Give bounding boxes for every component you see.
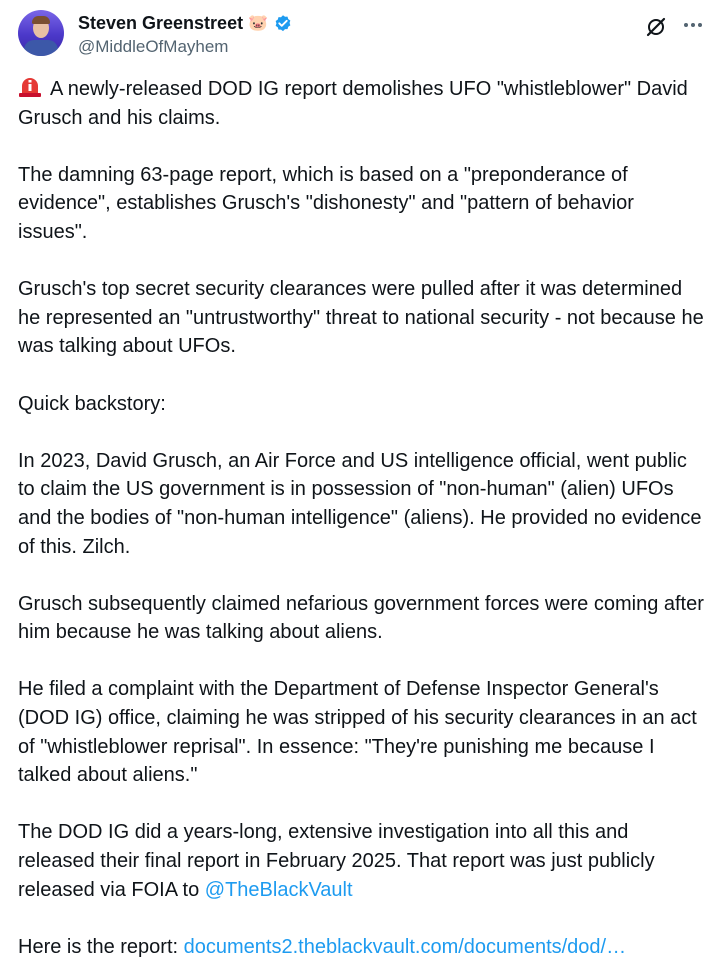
- siren-icon: [18, 76, 42, 98]
- tweet-header: [18, 10, 708, 60]
- verified-badge-icon: [273, 14, 293, 34]
- pig-emoji-icon: 🐷: [248, 14, 268, 32]
- paragraph-3: Grusch's top secret security clearances were pulled after it was determined he represented an "untrustworthy" threat to national security - not because he was talking about UFOs.: [18, 278, 704, 358]
- author-display-name[interactable]: Steven Greenstreet: [78, 13, 244, 33]
- grok-icon[interactable]: [644, 15, 668, 39]
- tweet-body: [18, 75, 708, 961]
- more-options-icon[interactable]: [678, 13, 708, 37]
- avatar-hair: [32, 16, 50, 24]
- paragraph-7: He filed a complaint with the Department of Defense Inspector General's (DOD IG) office, claiming he was stripped of his security clearances in an act of "whistleblower reprisal". In essence: "They're punishing me because I talked about aliens.": [18, 678, 697, 787]
- author-handle[interactable]: @MiddleOfMayhem: [78, 37, 229, 56]
- avatar-shirt: [24, 40, 58, 56]
- paragraph-9-text: Here is the report:: [18, 935, 179, 958]
- paragraph-6: Grusch subsequently claimed nefarious government forces were coming after him because he was talking about aliens.: [18, 592, 704, 644]
- paragraph-5: In 2023, David Grusch, an Air Force and US intelligence official, went public to claim the US government is in possession of "non-human" (alien) UFOs and the bodies of "non-human intelligence" (aliens). He provided no evidence of this. Zilch.: [18, 449, 702, 558]
- paragraph-2: The damning 63-page report, which is based on a "preponderance of evidence", establishes Grusch's "dishonesty" and "pattern of behavior issues".: [18, 163, 634, 243]
- author-name-row: [78, 13, 293, 34]
- mention-link[interactable]: @TheBlackVault: [204, 878, 353, 901]
- paragraph-1: [18, 75, 708, 132]
- avatar[interactable]: [18, 10, 64, 56]
- paragraph-8-text: The DOD IG did a years-long, extensive investigation into all this and released their final report in February 2025. That report was just publicly released via FOIA to: [18, 821, 655, 901]
- paragraph-1-text: A newly-released DOD IG report demolishes UFO "whistleblower" David Grusch and his claims.: [18, 78, 688, 129]
- paragraph-8: [18, 818, 708, 904]
- paragraph-4: Quick backstory:: [18, 392, 166, 415]
- report-link[interactable]: documents2.theblackvault.com/documents/dod/…: [183, 935, 627, 958]
- paragraph-9: [18, 933, 708, 962]
